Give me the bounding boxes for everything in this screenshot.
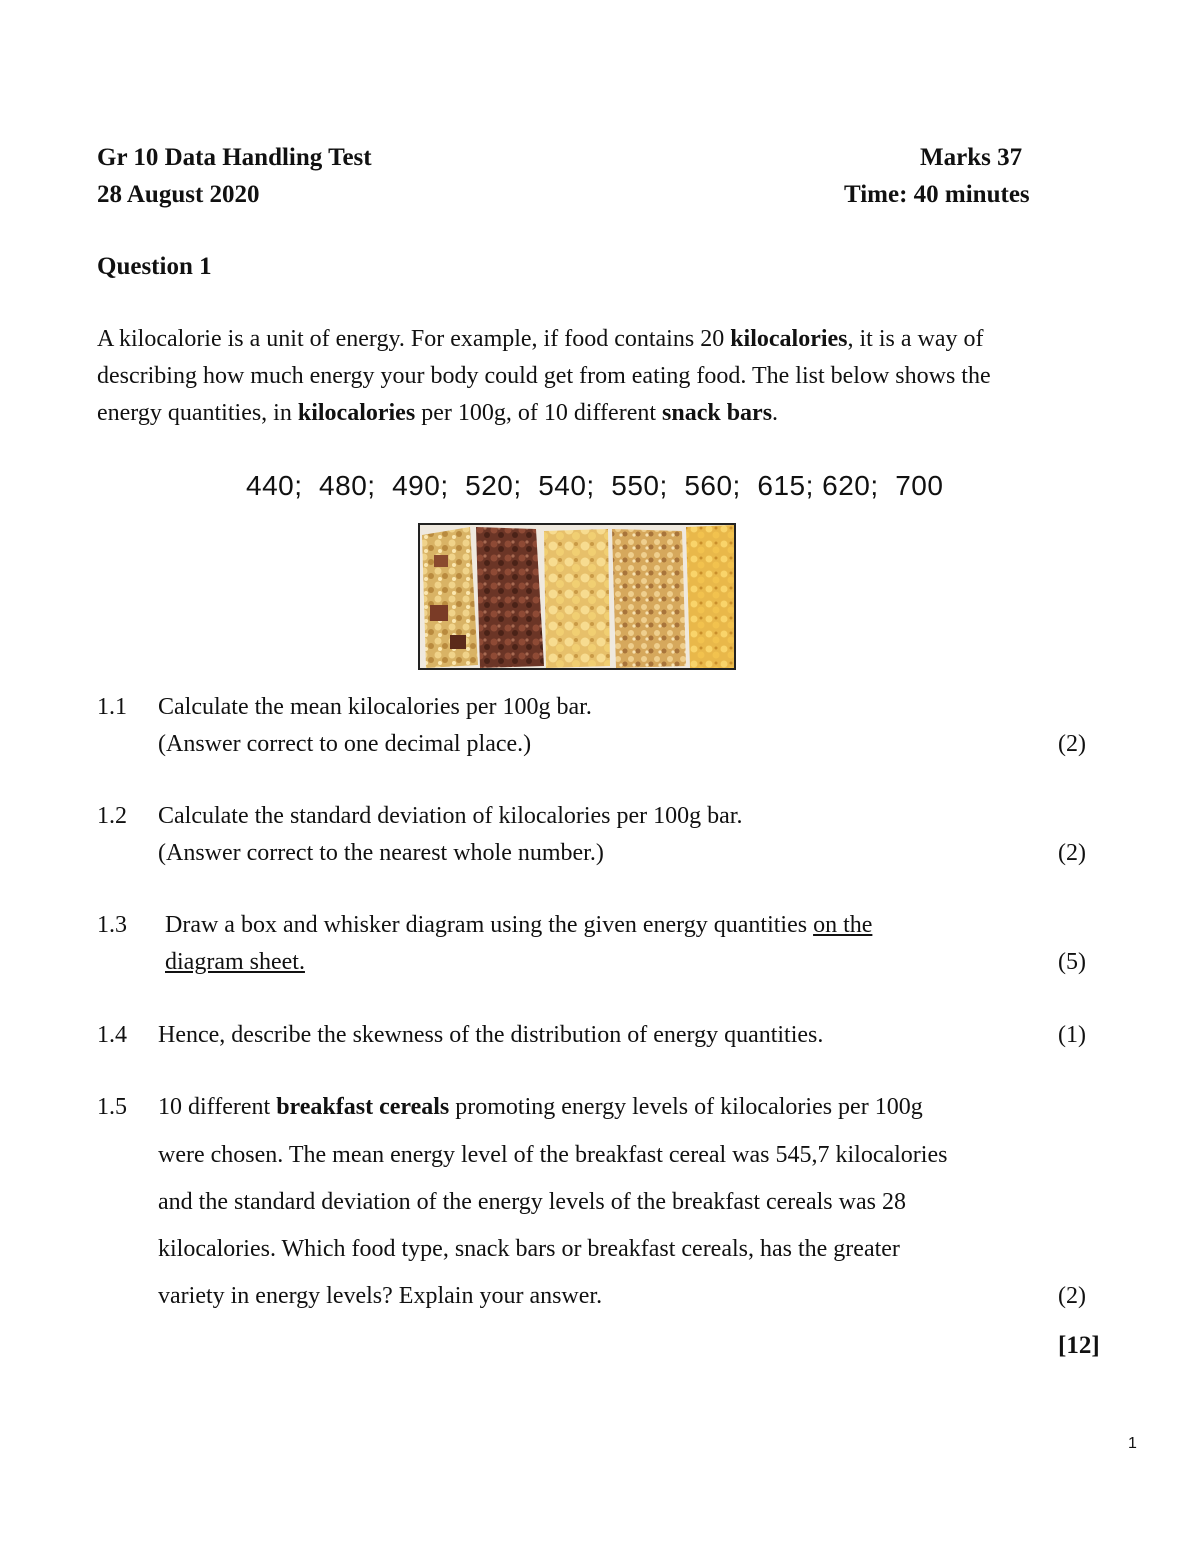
part-1-1-line-1: Calculate the mean kilocalories per 100g bar. <box>158 694 592 720</box>
part-1-3-line-2: diagram sheet. <box>165 949 305 975</box>
question-heading: Question 1 <box>97 253 212 280</box>
part-1-5-line-4: kilocalories. Which food type, snack bars or breakfast cereals, has the greater <box>158 1236 900 1262</box>
part-marks: (2) <box>1058 731 1086 757</box>
part-1-3-line-1: Draw a box and whisker diagram using the given energy quantities on the <box>165 912 873 938</box>
part-number: 1.1 <box>97 694 127 720</box>
part-number: 1.2 <box>97 803 127 829</box>
part-1-1-line-2: (Answer correct to one decimal place.) <box>158 731 532 757</box>
energy-values: 440; 480; 490; 520; 540; 550; 560; 615; 620; 700 <box>246 470 944 501</box>
part-1-5-line-2: were chosen. The mean energy level of the breakfast cereal was 545,7 kilocalories <box>158 1142 948 1168</box>
test-title: Gr 10 Data Handling Test <box>97 144 372 171</box>
part-marks: (2) <box>1058 1283 1086 1309</box>
part-1-2-line-1: Calculate the standard deviation of kilocalories per 100g bar. <box>158 803 743 829</box>
snack-bars-photo <box>418 523 736 670</box>
test-date: 28 August 2020 <box>97 181 260 208</box>
part-1-5-line-3: and the standard deviation of the energy levels of the breakfast cereals was 28 <box>158 1189 906 1215</box>
part-number: 1.5 <box>97 1094 127 1120</box>
page-number: 1 <box>1128 1435 1137 1452</box>
time-allowed: Time: 40 minutes <box>844 181 1030 208</box>
part-1-2-line-2: (Answer correct to the nearest whole number.) <box>158 840 604 866</box>
part-marks: (1) <box>1058 1022 1086 1048</box>
marks-total: Marks 37 <box>920 144 1023 171</box>
part-1-5-line-5: variety in energy levels? Explain your answer. <box>158 1283 603 1309</box>
question-total: [12] <box>1058 1332 1100 1359</box>
part-marks: (5) <box>1058 949 1086 975</box>
intro-line-3: energy quantities, in kilocalories per 100g, of 10 different snack bars. <box>97 400 779 426</box>
part-number: 1.3 <box>97 912 127 938</box>
intro-line-2: describing how much energy your body could get from eating food. The list below shows the <box>97 363 991 389</box>
part-number: 1.4 <box>97 1022 127 1048</box>
part-1-5-line-1: 10 different breakfast cereals promoting energy levels of kilocalories per 100g <box>158 1094 923 1120</box>
intro-line-1: A kilocalorie is a unit of energy. For example, if food contains 20 kilocalories, it is a way of <box>97 326 984 352</box>
part-marks: (2) <box>1058 840 1086 866</box>
part-1-4-line-1: Hence, describe the skewness of the distribution of energy quantities. <box>158 1022 824 1048</box>
